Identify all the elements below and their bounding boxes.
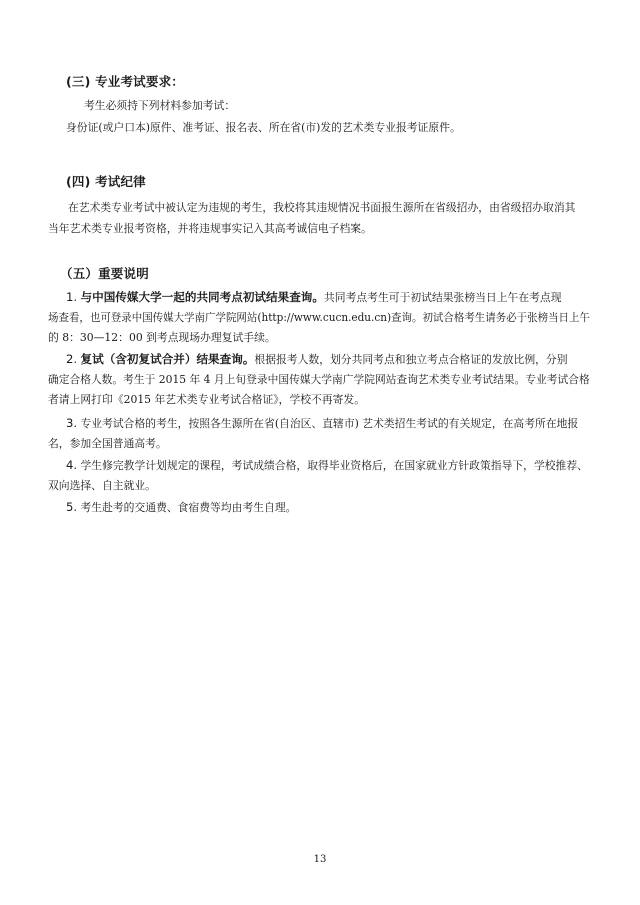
section3-line1-text: 考生必须持下列材料参加考试： — [84, 99, 236, 112]
item3-number: 3. — [66, 416, 78, 430]
item5-first-line — [66, 500, 296, 515]
item4-line2-text: 双向选择、自主就业。 — [48, 479, 156, 492]
item5-rest-text: 考生赴考的交通费、食宿费等均由考生自理。 — [80, 501, 297, 514]
item1-line3-text: 的 8：30—12：00 到考点现场办理复试手续。 — [48, 331, 276, 344]
section4-heading-text: (四) 考试纪律 — [66, 174, 146, 189]
item2-line2-text: 确定合格人数。考生于 2015 年 4 月上旬登录中国传媒大学南广学院网站查询艺术类专业考试结果。专业考试合格 — [48, 373, 590, 386]
section4-line2-text: 当年艺术类专业报考资格，并将违规事实记入其高考诚信电子档案。 — [48, 222, 372, 235]
item4-number: 4. — [66, 458, 78, 472]
item3-first-line — [66, 416, 578, 431]
section4-line1-text: 在艺术类专业考试中被认定为违规的考生，我校将其违规情况书面报生源所在省级招办，由省级招办取消其 — [68, 201, 576, 214]
page-number: 13 — [313, 854, 327, 865]
section5-heading-text: （五）重要说明 — [60, 266, 149, 281]
item3-rest-text: 专业考试合格的考生，按照各生源所在省(自治区、直辖市) 艺术类招生考试的有关规定，在高考所在地报 — [80, 417, 579, 430]
item1-rest-text: 共同考点考生可于初试结果张榜当日上午在考点现 — [323, 291, 562, 304]
item2-first-line — [66, 352, 568, 367]
item1-number: 1. — [66, 290, 78, 304]
item2-bold-title: 复试（含初复试合并）结果查询。 — [80, 352, 255, 366]
section3-heading-text: (三) 专业考试要求： — [66, 74, 184, 89]
item1-first-line — [66, 290, 562, 305]
item2-number: 2. — [66, 352, 78, 366]
item1-bold-title: 与中国传媒大学一起的共同考点初试结果查询。 — [80, 290, 324, 304]
item2-rest-text: 根据报考人数，划分共同考点和独立考点合格证的发放比例，分别 — [254, 353, 568, 366]
item3-line2-text: 名，参加全国普通高考。 — [48, 437, 167, 450]
section3-line2-text: 身份证(或户口本)原件、准考证、报名表、所在省(市)发的艺术类专业报考证原件。 — [66, 121, 461, 134]
item5-number: 5. — [66, 500, 78, 514]
item4-rest-text: 学生修完教学计划规定的课程，考试成绩合格，取得毕业资格后，在国家就业方针政策指导下，学校推荐、 — [80, 459, 588, 472]
item1-line2-text: 场查看，也可登录中国传媒大学南广学院网站(http://www.cucn.edu.cn)查询。初试合格考生请务必于张榜当日上午 — [48, 311, 590, 324]
item4-first-line — [66, 458, 588, 473]
item2-line3-text: 者请上网打印《2015 年艺术类专业考试合格证》，学校不再寄发。 — [48, 393, 366, 406]
